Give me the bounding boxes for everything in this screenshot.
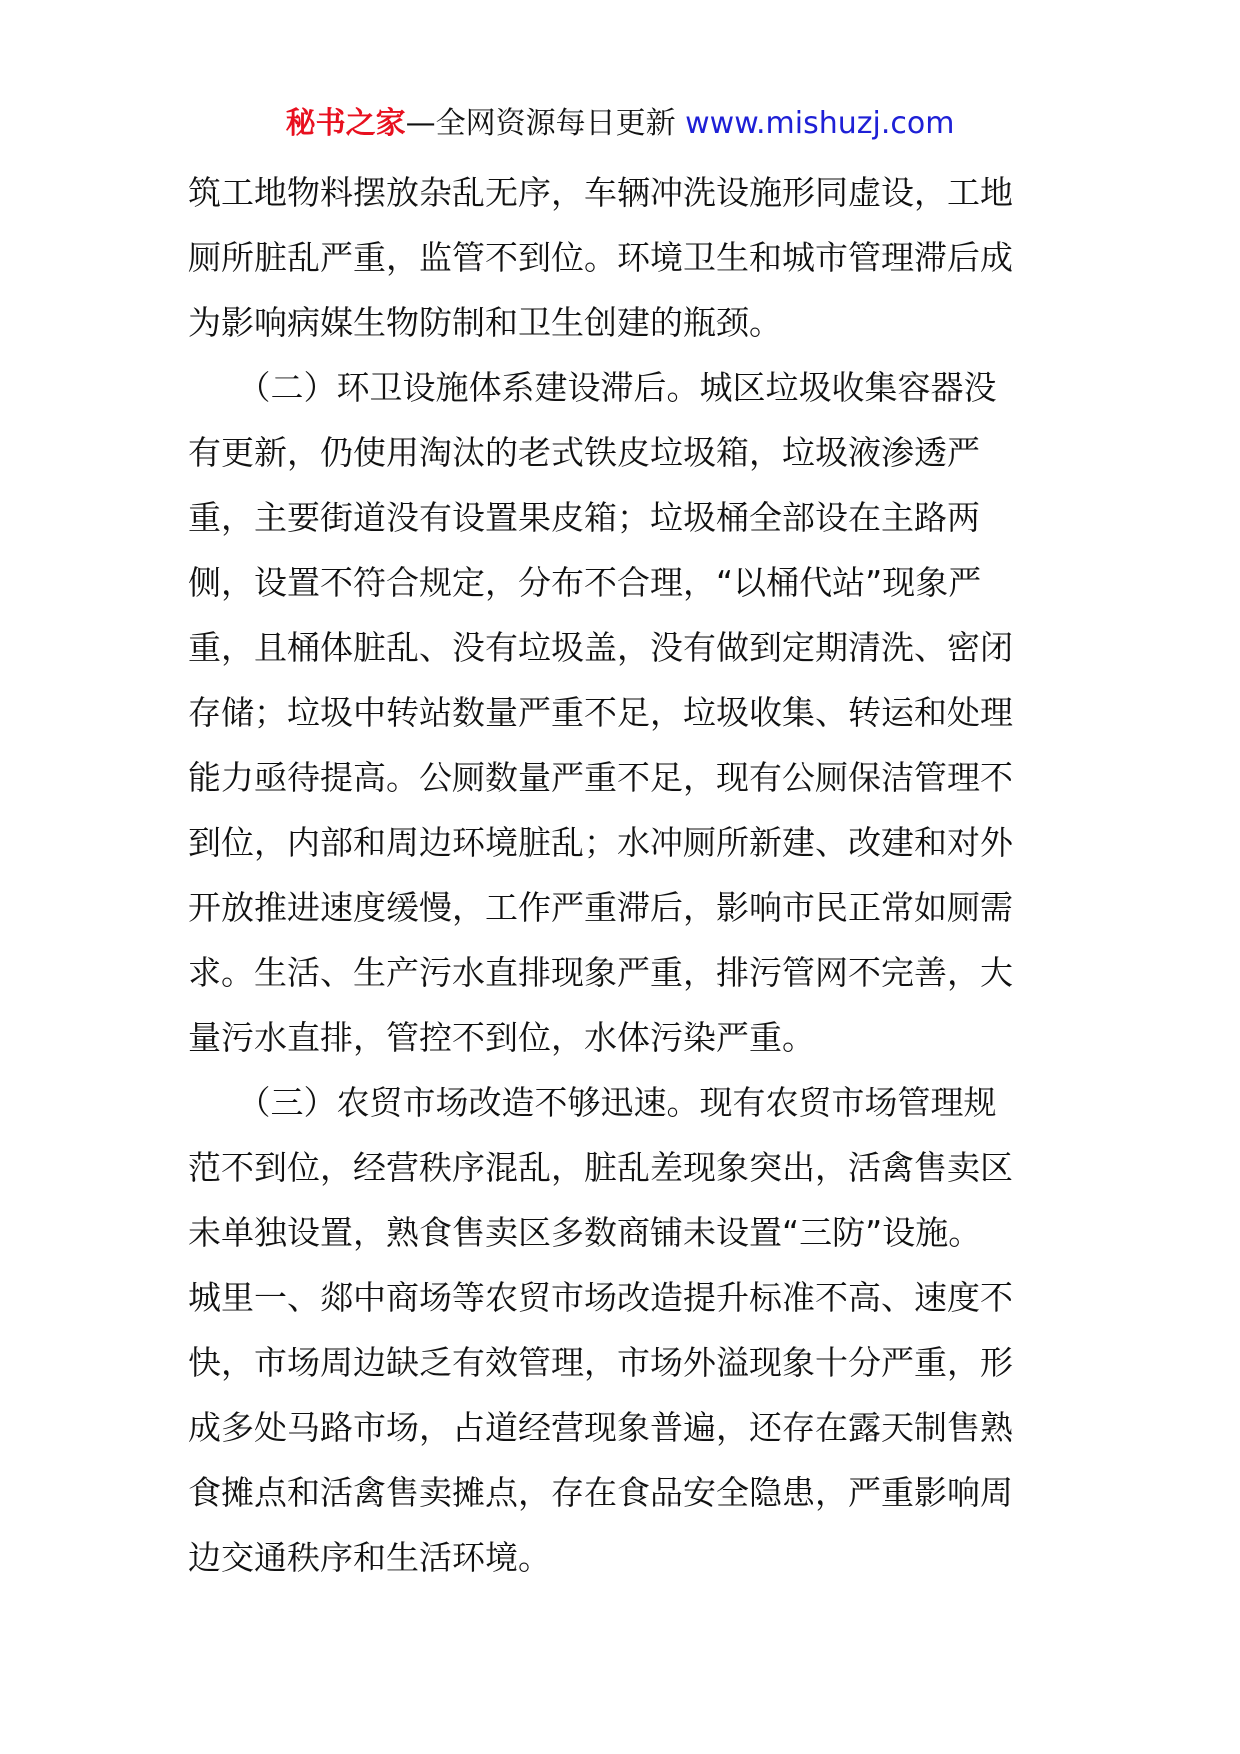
text-line: 到位，内部和周边环境脏乱；水冲厕所新建、改建和对外 — [188, 823, 1013, 862]
text-line: 量污水直排，管控不到位，水体污染严重。 — [188, 1018, 815, 1057]
header-brand: 秘书之家 — [285, 106, 406, 141]
text-line: 为影响病媒生物防制和卫生创建的瓶颈。 — [188, 303, 782, 342]
text-line: 重，主要街道没有设置果皮箱；垃圾桶全部设在主路两 — [188, 498, 980, 537]
header-tagline: —全网资源每日更新 — [405, 106, 686, 141]
text-line: 食摊点和活禽售卖摊点，存在食品安全隐患，严重影响周 — [188, 1473, 1013, 1512]
header-url-link[interactable]: www.mishuzj.com — [685, 106, 955, 141]
text-line: 未单独设置，熟食售卖区多数商铺未设置“三防”设施。 — [188, 1213, 982, 1252]
text-line: 侧，设置不符合规定，分布不合理，“以桶代站”现象严 — [188, 563, 982, 602]
text-line: 边交通秩序和生活环境。 — [188, 1538, 551, 1577]
text-line: 存储；垃圾中转站数量严重不足，垃圾收集、转运和处理 — [188, 693, 1013, 732]
text-line: 城里一、郯中商场等农贸市场改造提升标准不高、速度不 — [188, 1278, 1013, 1317]
page-header — [0, 104, 1240, 144]
text-line: 有更新，仍使用淘汰的老式铁皮垃圾箱，垃圾液渗透严 — [188, 433, 980, 472]
text-line: 能力亟待提高。公厕数量严重不足，现有公厕保洁管理不 — [188, 758, 1013, 797]
section-heading-line: （三）农贸市场改造不够迅速。现有农贸市场管理规 — [188, 1083, 997, 1122]
section-heading-line: （二）环卫设施体系建设滞后。城区垃圾收集容器没 — [188, 368, 997, 407]
text-line: 筑工地物料摆放杂乱无序，车辆冲洗设施形同虚设，工地 — [188, 173, 1013, 212]
text-line: 厕所脏乱严重，监管不到位。环境卫生和城市管理滞后成 — [188, 238, 1013, 277]
text-line: 范不到位，经营秩序混乱，脏乱差现象突出，活禽售卖区 — [188, 1148, 1013, 1187]
text-line: 重，且桶体脏乱、没有垃圾盖，没有做到定期清洗、密闭 — [188, 628, 1013, 667]
text-line: 开放推进速度缓慢，工作严重滞后，影响市民正常如厕需 — [188, 888, 1013, 927]
text-line: 求。生活、生产污水直排现象严重，排污管网不完善，大 — [188, 953, 1013, 992]
text-line: 成多处马路市场，占道经营现象普遍，还存在露天制售熟 — [188, 1408, 1013, 1447]
body-text — [188, 160, 1064, 1590]
text-line: 快，市场周边缺乏有效管理，市场外溢现象十分严重，形 — [188, 1343, 1013, 1382]
